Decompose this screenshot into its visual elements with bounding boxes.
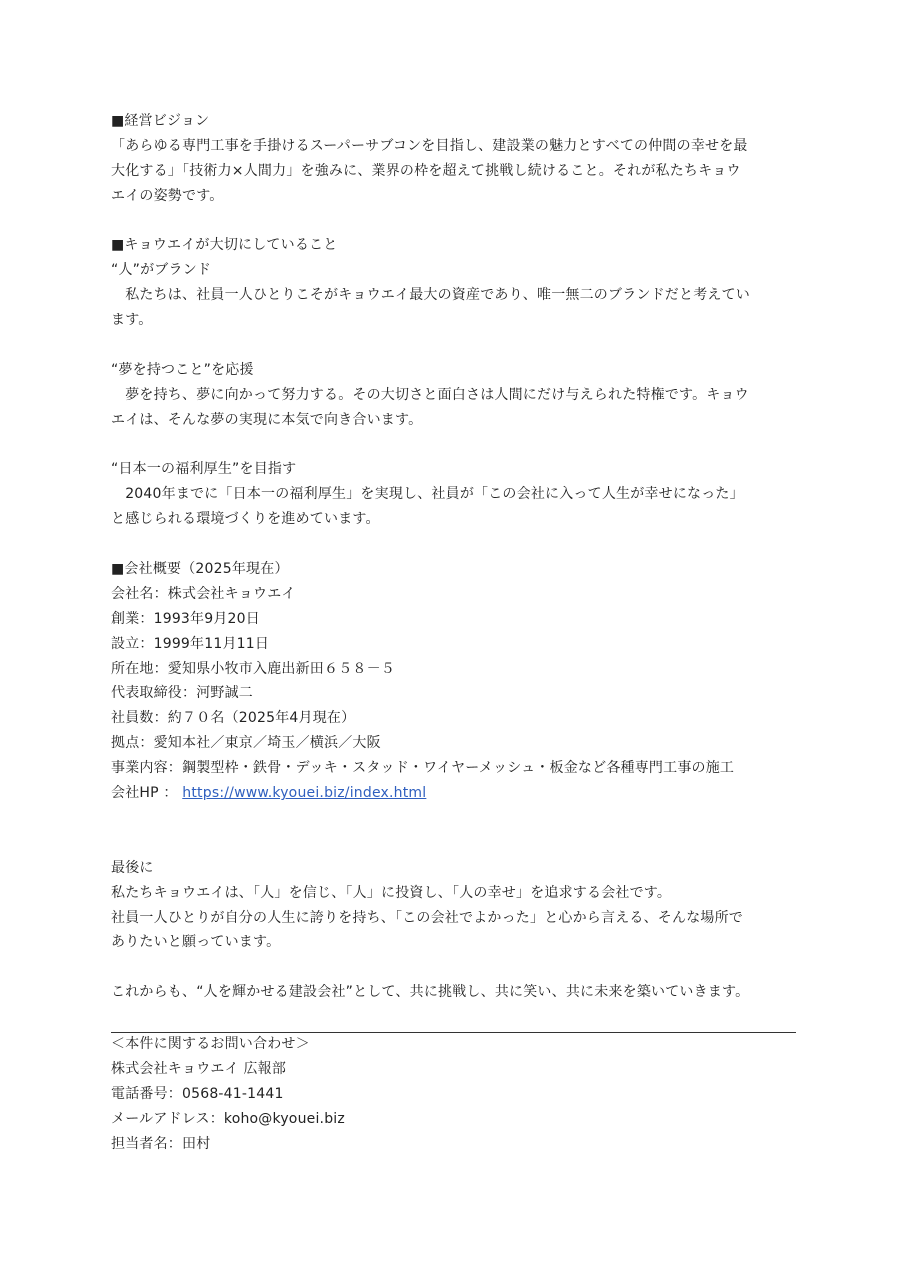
vision-line: 「あらゆる専門工事を手掛けるスーパーサブコンを目指し、建設業の魅力とすべての仲間の幸せを最 bbox=[111, 137, 748, 154]
value-title: “日本一の福利厚生”を目指す bbox=[111, 461, 297, 478]
overview-business: 事業内容：鋼製型枠・鉄骨・デッキ・スタッド・ワイヤーメッシュ・板金など各種専門工事の施工 bbox=[111, 760, 735, 777]
closing-line: 私たちキョウエイは、「人」を信じ、「人」に投資し、「人の幸せ」を追求する会社です。 bbox=[111, 884, 672, 901]
overview-ceo: 代表取締役：河野誠二 bbox=[111, 685, 253, 702]
value-item-brand bbox=[111, 258, 796, 333]
value-title: “夢を持つこと”を応援 bbox=[111, 361, 254, 378]
press-release-page bbox=[111, 109, 796, 1152]
closing-line: 社員一人ひとりが自分の人生に誇りを持ち、「この会社でよかった」と心から言える、そんな場所で bbox=[111, 909, 743, 926]
spacer bbox=[111, 831, 796, 856]
overview-homepage bbox=[111, 781, 796, 806]
spacer bbox=[111, 806, 796, 831]
vision-line: 大化する」「技術力×人間力」を強みに、業界の枠を超えて挑戦し続けること。それが私たちキョウ bbox=[111, 162, 741, 179]
value-line: 夢を持ち、夢に向かって努力する。その大切さと面白さは人間にだけ与えられた特権です。キョウ bbox=[111, 386, 749, 403]
value-title: “人”がブランド bbox=[111, 262, 212, 279]
contact-email: メールアドレス：koho@kyouei.biz bbox=[111, 1110, 345, 1127]
value-item-welfare bbox=[111, 457, 796, 532]
overview-company-name: 会社名：株式会社キョウエイ bbox=[111, 585, 296, 602]
closing-section bbox=[111, 856, 796, 1005]
vision-heading: ■経営ビジョン bbox=[111, 113, 210, 129]
value-line: ます。 bbox=[111, 312, 153, 329]
values-section bbox=[111, 233, 796, 532]
overview-founded: 創業：1993年9月20日 bbox=[111, 610, 260, 627]
contact-section bbox=[111, 1032, 796, 1156]
value-item-dreams bbox=[111, 358, 796, 433]
overview-employees: 社員数：約７０名（2025年4月現在） bbox=[111, 710, 356, 727]
value-line: エイは、そんな夢の実現に本気で向き合います。 bbox=[111, 411, 423, 428]
vision-line: エイの姿勢です。 bbox=[111, 187, 224, 204]
spacer bbox=[111, 433, 796, 458]
overview-locations: 拠点：愛知本社／東京／埼玉／横浜／大阪 bbox=[111, 735, 381, 752]
closing-final-line: これからも、“人を輝かせる建設会社”として、共に挑戦し、共に笑い、共に未来を築いていきます。 bbox=[111, 984, 750, 1001]
spacer bbox=[111, 532, 796, 557]
value-line: と感じられる環境づくりを進めています。 bbox=[111, 511, 380, 528]
contact-heading: ＜本件に関するお問い合わせ＞ bbox=[111, 1036, 310, 1052]
contact-phone: 電話番号：0568-41-1441 bbox=[111, 1085, 284, 1102]
values-heading: ■キョウエイが大切にしていること bbox=[111, 237, 338, 254]
spacer bbox=[111, 209, 796, 234]
homepage-link[interactable]: https://www.kyouei.biz/index.html bbox=[182, 785, 427, 802]
closing-line: ありたいと願っています。 bbox=[111, 934, 281, 951]
contact-person: 担当者名：田村 bbox=[111, 1135, 211, 1152]
closing-heading: 最後に bbox=[111, 859, 154, 876]
homepage-label: 会社HP ： bbox=[111, 785, 178, 802]
overview-address: 所在地：愛知県小牧市入鹿出新田６５８－５ bbox=[111, 660, 395, 677]
overview-heading: ■会社概要（2025年現在） bbox=[111, 561, 289, 578]
overview-established: 設立：1999年11月11日 bbox=[111, 635, 270, 652]
spacer bbox=[111, 333, 796, 358]
overview-section bbox=[111, 557, 796, 806]
value-line: 私たちは、社員一人ひとりこそがキョウエイ最大の資産であり、唯一無二のブランドだと考えてい bbox=[111, 287, 750, 304]
value-line: 2040年までに「日本一の福利厚生」を実現し、社員が「この会社に入って人生が幸せになった」 bbox=[111, 486, 744, 503]
spacer bbox=[111, 955, 796, 980]
vision-section bbox=[111, 109, 796, 209]
contact-company: 株式会社キョウエイ 広報部 bbox=[111, 1060, 287, 1077]
